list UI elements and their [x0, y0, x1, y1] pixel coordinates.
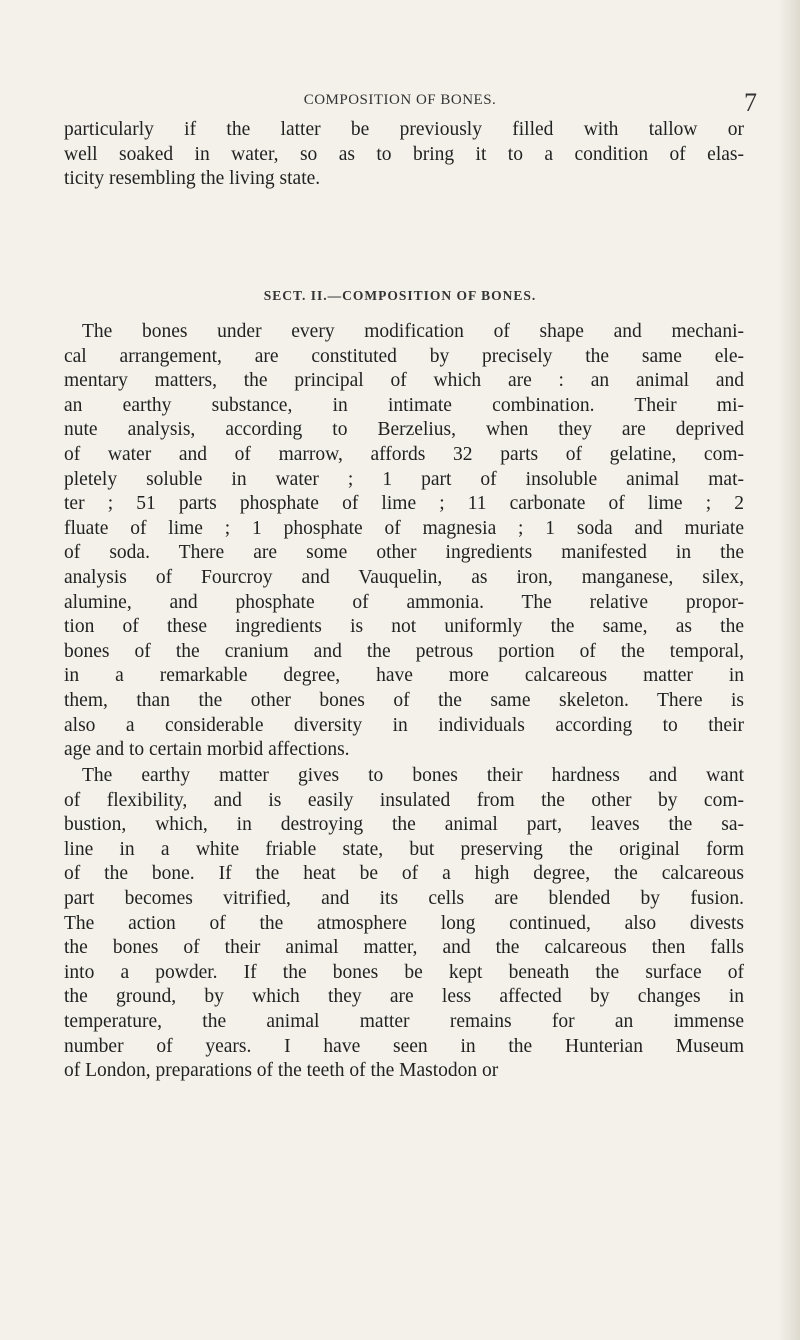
text-line: bustion, which, in destroying the animal part, leaves the sa- [64, 814, 744, 836]
text-line: temperature, the animal matter remains for an immense [64, 1010, 744, 1032]
text-line: ter ; 51 parts phosphate of lime ; 11 carbonate of lime ; 2 [64, 493, 744, 515]
page-edge-shadow [778, 0, 800, 1340]
text-line: The action of the atmosphere long continued, also divests [64, 912, 744, 934]
text-line: the bones of their animal matter, and the calcareous then falls [64, 937, 744, 959]
paragraph-main [64, 320, 744, 763]
text-line: fluate of lime ; 1 phosphate of magnesia ; 1 soda and muriate [64, 517, 744, 539]
text-line: ticity resembling the living state. [64, 168, 321, 190]
text-line: in a remarkable degree, have more calcareous matter in [64, 665, 744, 687]
text-line: an earthy substance, in intimate combination. Their mi- [64, 394, 744, 416]
text-line: the ground, by which they are less affected by changes in [64, 986, 744, 1008]
text-line: cal arrangement, are constituted by precisely the same ele- [64, 345, 744, 367]
text-line: The bones under every modification of shape and mechani- [82, 321, 744, 342]
section-heading: SECT. II.—COMPOSITION OF BONES. [263, 288, 537, 303]
text-line: nute analysis, according to Berzelius, when they are deprived [64, 419, 744, 441]
text-line: The earthy matter gives to bones their hardness and want [82, 765, 744, 786]
text-line: of flexibility, and is easily insulated from the other by com- [64, 789, 744, 811]
text-line: well soaked in water, so as to bring it to a condition of elas- [64, 143, 744, 165]
text-line: age and to certain morbid affections. [64, 739, 350, 761]
text-line: of the bone. If the heat be of a high degree, the calcareous [64, 863, 744, 885]
text-line: line in a white friable state, but preserving the original form [64, 838, 744, 860]
text-line: pletely soluble in water ; 1 part of insoluble animal mat- [64, 468, 744, 490]
page-number: 7 [744, 88, 757, 117]
text-line: also a considerable diversity in individuals according to their [64, 714, 744, 736]
text-line: them, than the other bones of the same skeleton. There is [64, 689, 744, 711]
running-head: COMPOSITION OF BONES. [303, 92, 497, 108]
paragraph-top [64, 118, 744, 192]
text-line: tion of these ingredients is not uniformly the same, as the [64, 616, 744, 638]
text-line: particularly if the latter be previously filled with tallow or [64, 119, 744, 140]
text-line: of water and of marrow, affords 32 parts of gelatine, com- [64, 443, 744, 465]
text-line: bones of the cranium and the petrous portion of the temporal, [64, 640, 744, 662]
text-line: alumine, and phosphate of ammonia. The relative propor- [64, 591, 744, 613]
text-line: of soda. There are some other ingredients manifested in the [64, 542, 744, 564]
text-line: number of years. I have seen in the Hunterian Museum [64, 1035, 744, 1057]
text-line: analysis of Fourcroy and Vauquelin, as iron, manganese, silex, [64, 566, 744, 588]
paragraph-second [64, 764, 744, 1084]
text-line: part becomes vitrified, and its cells are blended by fusion. [64, 887, 744, 909]
text-line: mentary matters, the principal of which are : an animal and [64, 370, 744, 392]
text-line: into a powder. If the bones be kept beneath the surface of [64, 961, 744, 983]
text-line: of London, preparations of the teeth of the Mastodon or [64, 1060, 499, 1082]
